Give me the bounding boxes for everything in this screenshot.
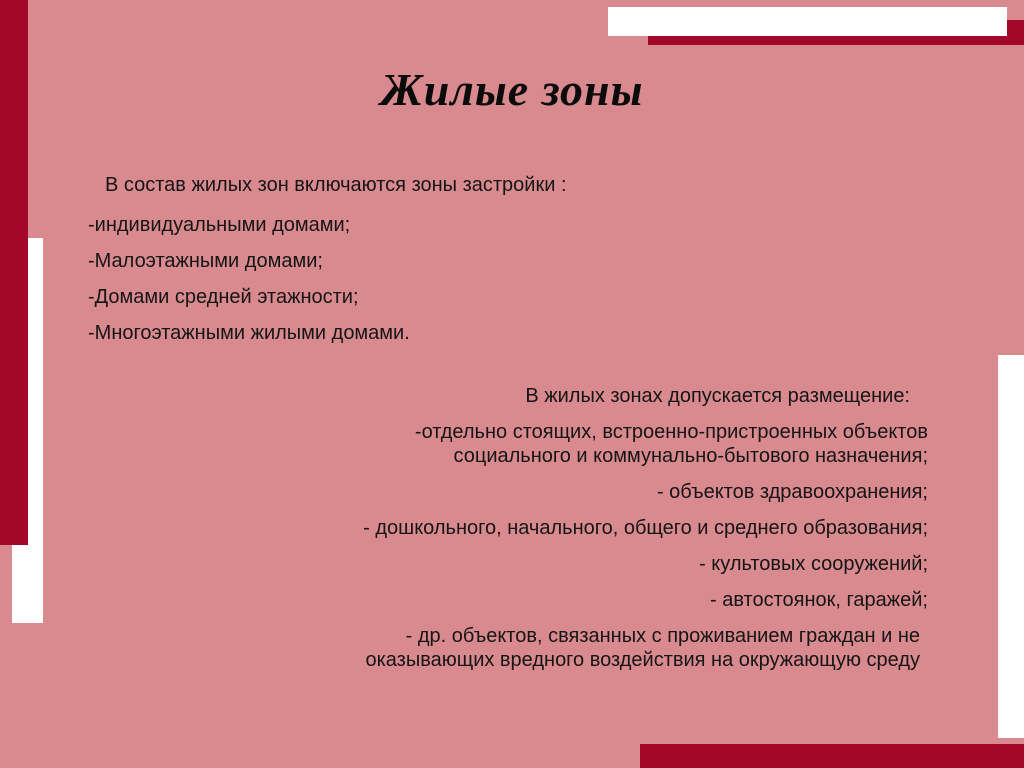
list-item: - объектов здравоохранения;	[656, 481, 928, 503]
placement-heading: В жилых зонах допускается размещение:	[525, 385, 910, 407]
list-item: -индивидуальными домами;	[88, 214, 351, 236]
top-right-white-rectangle	[608, 7, 1007, 36]
bottom-right-red-bar	[640, 744, 1024, 768]
list-item: - дошкольного, начального, общего и среднего образования;	[363, 517, 928, 539]
list-item: - др. объектов, связанных с проживанием граждан и не оказывающих вредного воздействия на окружающую среду	[365, 625, 920, 671]
list-item: -отдельно стоящих, встроенно-пристроенных объектов социального и коммунально-бытового назначения;	[414, 421, 928, 467]
list-item: - культовых сооружений;	[699, 553, 928, 575]
slide-title: Жилые зоны	[380, 64, 644, 115]
zones-composition-block	[88, 167, 708, 351]
list-item: -Многоэтажными жилыми домами.	[88, 322, 410, 344]
list-item: - автостоянок, гаражей;	[710, 589, 928, 611]
right-white-strip	[998, 355, 1024, 738]
list-item: -Домами средней этажности;	[88, 286, 359, 308]
composition-intro-text: В состав жилых зон включаются зоны застройки :	[105, 174, 567, 196]
allowed-placement-block	[353, 384, 928, 672]
list-item: -Малоэтажными домами;	[88, 250, 323, 272]
